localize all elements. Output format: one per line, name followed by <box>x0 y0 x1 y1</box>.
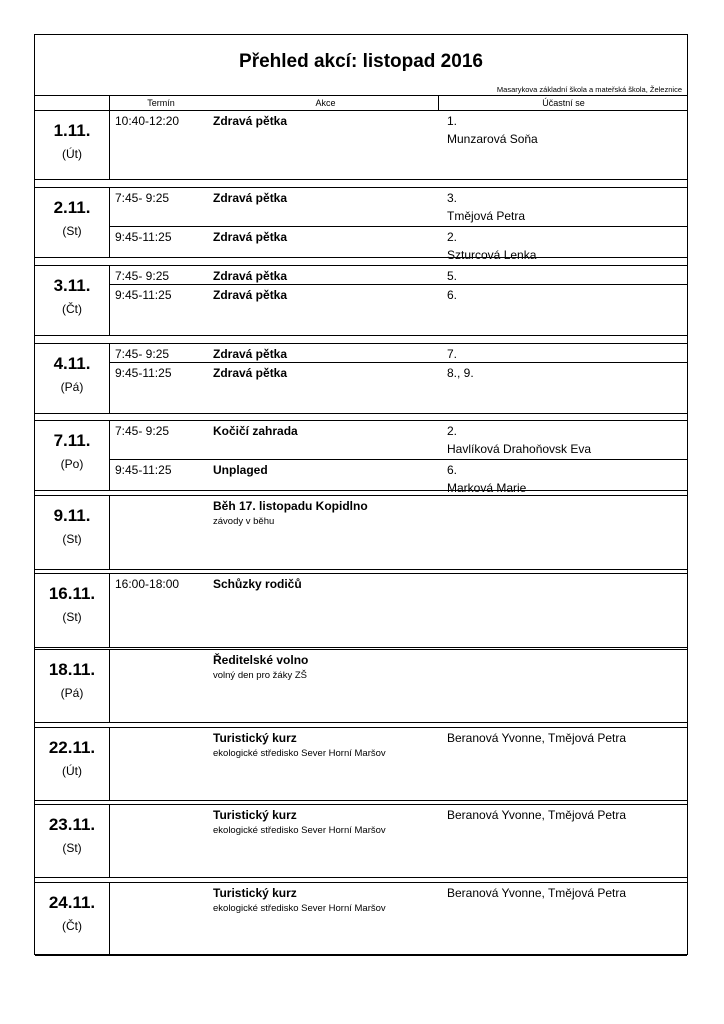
event-row <box>109 650 687 724</box>
event-name: Turistický kurz <box>213 731 297 745</box>
event-row <box>109 459 687 493</box>
day-block <box>35 882 687 956</box>
event-time: 16:00-18:00 <box>115 577 180 591</box>
event-time: 7:45- 9:25 <box>115 347 170 361</box>
day-block <box>35 110 687 180</box>
schedule-sheet <box>34 34 688 955</box>
date-label: 24.11. <box>48 893 96 912</box>
day-block <box>35 420 687 495</box>
day-block <box>35 573 687 648</box>
participant: Beranová Yvonne, Tmějová Petra <box>447 808 627 822</box>
event-row <box>109 496 687 571</box>
date-label: 7.11. <box>53 431 91 450</box>
event-name: Kočičí zahrada <box>213 424 298 438</box>
column-header-event: Akce <box>315 98 336 108</box>
participant: Munzarová Soňa <box>447 132 538 146</box>
date-label: 22.11. <box>48 738 96 757</box>
event-time: 7:45- 9:25 <box>115 269 170 283</box>
date-cell <box>35 650 110 722</box>
date-cell <box>35 574 110 647</box>
event-name: Schůzky rodičů <box>213 577 302 591</box>
event-row <box>109 344 687 362</box>
event-note: ekologické středisko Sever Horní Maršov <box>213 825 386 836</box>
event-note: závody v běhu <box>213 516 275 527</box>
day-block <box>35 727 687 801</box>
date-label: 4.11. <box>53 354 91 373</box>
event-row <box>109 284 687 338</box>
event-row <box>109 883 687 957</box>
participant: 6. <box>447 463 458 477</box>
weekday-label: (St) <box>62 224 82 238</box>
event-row <box>109 362 687 416</box>
event-time: 10:40-12:20 <box>115 114 180 128</box>
weekday-label: (Po) <box>60 457 84 471</box>
event-time: 9:45-11:25 <box>115 288 172 302</box>
participant: Szturcová Lenka <box>447 248 537 262</box>
event-row <box>109 188 687 226</box>
event-row <box>109 111 687 181</box>
date-label: 2.11. <box>53 198 91 217</box>
participant: 2. <box>447 230 458 244</box>
event-time: 9:45-11:25 <box>115 463 172 477</box>
date-cell <box>35 111 110 179</box>
date-cell <box>35 728 110 800</box>
participant: Beranová Yvonne, Tmějová Petra <box>447 731 627 745</box>
date-cell <box>35 266 110 335</box>
date-label: 1.11. <box>53 121 91 140</box>
event-name: Zdravá pětka <box>213 288 288 302</box>
event-row <box>109 421 687 459</box>
event-name: Zdravá pětka <box>213 114 288 128</box>
date-label: 18.11. <box>48 660 96 679</box>
event-row <box>109 728 687 802</box>
date-cell <box>35 883 110 955</box>
event-name: Ředitelské volno <box>213 653 309 667</box>
weekday-label: (Út) <box>62 147 82 161</box>
weekday-label: (Pá) <box>60 686 84 700</box>
event-name: Zdravá pětka <box>213 191 288 205</box>
event-name: Turistický kurz <box>213 808 297 822</box>
weekday-label: (St) <box>62 841 82 855</box>
date-label: 3.11. <box>53 276 91 295</box>
participant: 6. <box>447 288 458 302</box>
column-header-term: Termín <box>147 98 175 108</box>
page-title: Přehled akcí: listopad 2016 <box>239 51 483 72</box>
weekday-label: (Čt) <box>62 302 82 316</box>
participant: Marková Marie <box>447 481 527 495</box>
event-name: Turistický kurz <box>213 886 297 900</box>
event-time: 9:45-11:25 <box>115 366 172 380</box>
event-row <box>109 266 687 284</box>
date-cell <box>35 421 110 490</box>
event-note: ekologické středisko Sever Horní Maršov <box>213 903 386 914</box>
participant: Tmějová Petra <box>447 209 526 223</box>
participant: 7. <box>447 347 458 361</box>
header-divider <box>35 95 687 96</box>
event-name: Unplaged <box>213 463 268 477</box>
school-name: Masarykova základní škola a mateřská škola, Železnice <box>496 85 682 94</box>
day-block <box>35 265 687 336</box>
event-name: Zdravá pětka <box>213 230 288 244</box>
participant: 5. <box>447 269 458 283</box>
participant: 2. <box>447 424 458 438</box>
participant: 3. <box>447 191 458 205</box>
day-block <box>35 649 687 723</box>
weekday-label: (St) <box>62 532 82 546</box>
day-block <box>35 187 687 262</box>
day-block <box>35 495 687 570</box>
weekday-label: (Út) <box>62 764 82 778</box>
weekday-label: (Čt) <box>62 919 82 933</box>
day-block <box>35 343 687 414</box>
participant: Havlíková Drahoňovsk Eva <box>447 442 592 456</box>
event-row <box>109 226 687 260</box>
weekday-label: (Pá) <box>60 380 84 394</box>
date-cell <box>35 496 110 569</box>
event-name: Zdravá pětka <box>213 347 288 361</box>
date-cell <box>35 344 110 413</box>
date-label: 9.11. <box>53 506 91 525</box>
event-note: ekologické středisko Sever Horní Maršov <box>213 748 386 759</box>
event-row <box>109 574 687 649</box>
event-note: volný den pro žáky ZŠ <box>213 670 307 681</box>
event-time: 7:45- 9:25 <box>115 424 170 438</box>
event-row <box>109 805 687 879</box>
date-cell <box>35 188 110 257</box>
column-header-participants: Účastní se <box>542 98 585 108</box>
date-label: 16.11. <box>48 584 96 603</box>
date-label: 23.11. <box>48 815 96 834</box>
weekday-label: (St) <box>62 610 82 624</box>
event-name: Zdravá pětka <box>213 269 288 283</box>
participant: 1. <box>447 114 458 128</box>
participant: 8., 9. <box>447 366 474 380</box>
participant: Beranová Yvonne, Tmějová Petra <box>447 886 627 900</box>
day-block <box>35 804 687 878</box>
event-time: 7:45- 9:25 <box>115 191 170 205</box>
event-time: 9:45-11:25 <box>115 230 172 244</box>
event-name: Zdravá pětka <box>213 366 288 380</box>
date-cell <box>35 805 110 877</box>
event-name: Běh 17. listopadu Kopidlno <box>213 499 368 513</box>
